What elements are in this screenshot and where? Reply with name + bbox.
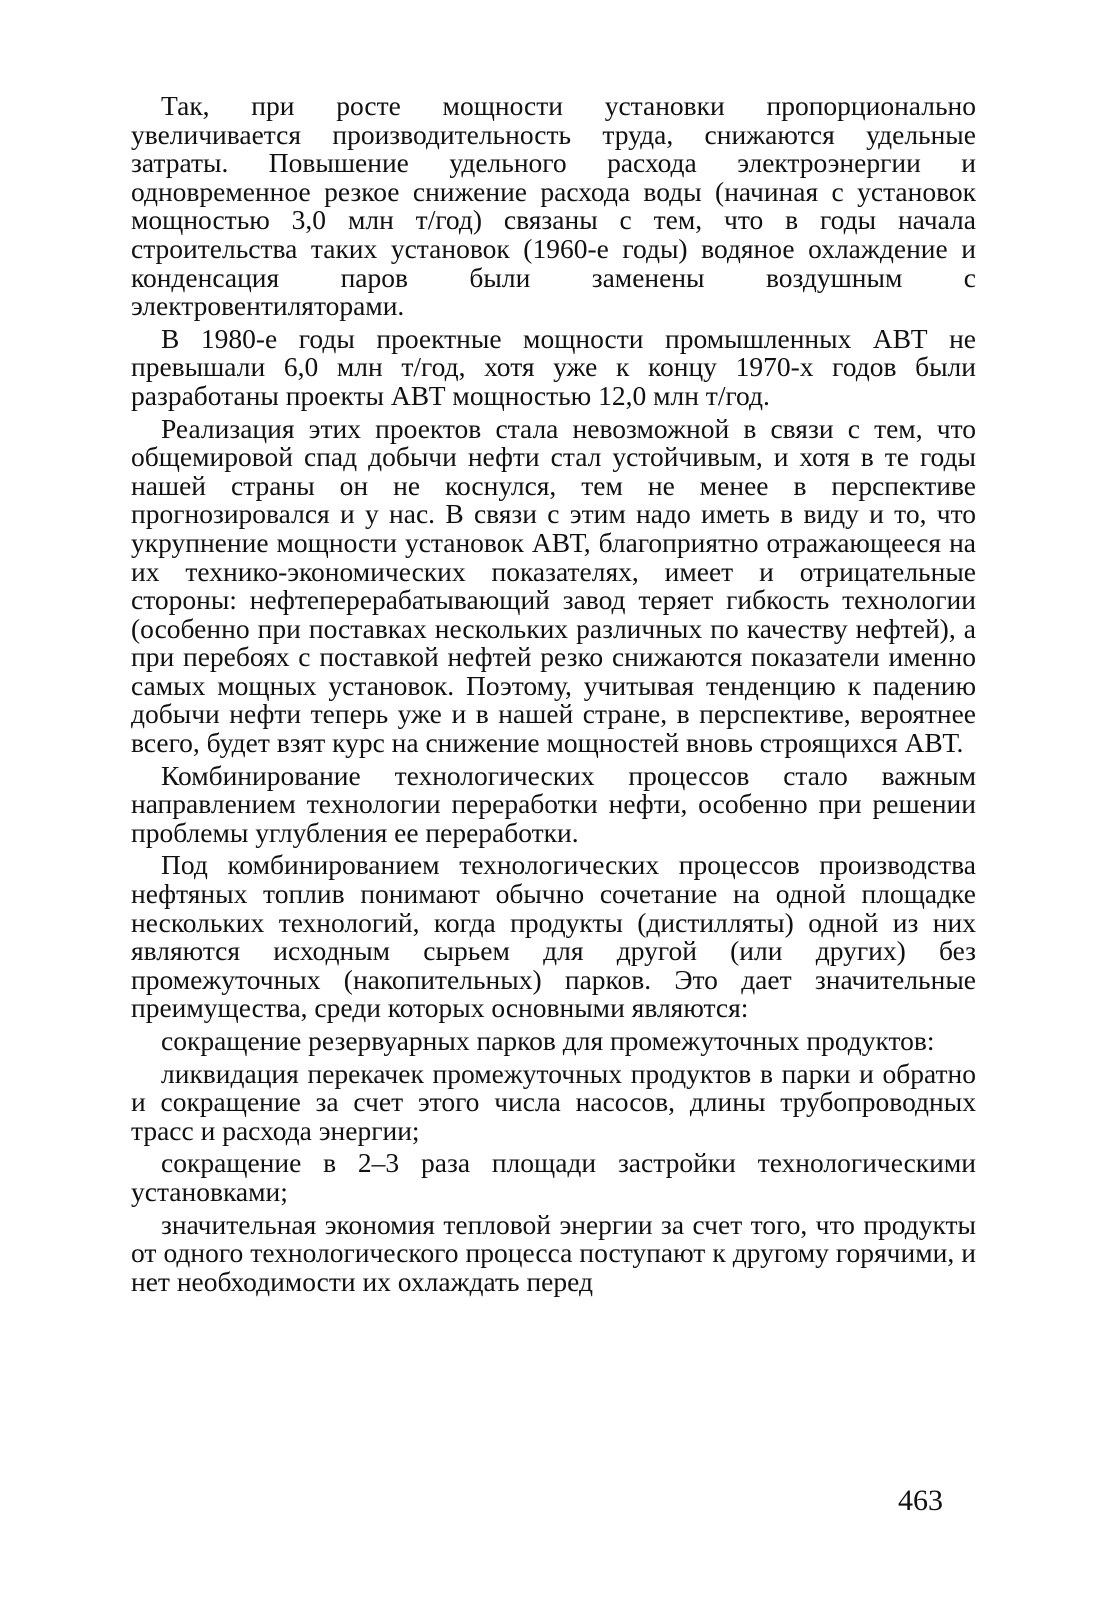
- list-item-2: ликвидация перекачек промежуточных продуктов в парки и обратно и сокращение за счет этого числа насосов, длины трубопроводных трасс и расхода энергии;: [131, 1057, 976, 1146]
- paragraph-2: В 1980-е годы проектные мощности промышленных АВТ не превышали 6,0 млн т/год, хотя уже к концу 1970-х годов были разработаны проекты АВТ мощностью 12,0 млн т/год.: [131, 322, 976, 411]
- list-item-1: сокращение резервуарных парков для промежуточных продуктов:: [161, 1025, 935, 1056]
- list-item-3: сокращение в 2–3 раза площади застройки технологическими установками;: [131, 1147, 976, 1207]
- paragraph-4: Комбинирование технологических процессов стало важным направлением технологии переработки нефти, особенно при решении проблемы углубления ее переработки.: [131, 759, 976, 848]
- paragraph-5: Под комбинированием технологических процессов производства нефтяных топлив понимают обычно сочетание на одной площадке нескольких технологий, когда продукты (дистилляты) одной из них являются исходным сырьем для другой (или других) без промежуточных (накопительных) парков. Это дает значительные преимущества, среди которых основными являются:: [131, 849, 976, 1024]
- list-item-4: значительная экономия тепловой энергии за счет того, что продукты от одного технологического процесса поступают к другому горячими, и нет необходимости их охлаждать перед: [131, 1208, 976, 1297]
- paragraph-3: Реализация этих проектов стала невозможной в связи с тем, что общемировой спад добычи нефти стал устойчивым, и хотя в те годы нашей страны он не коснулся, тем не менее в перспективе прогнозировался и у нас. В связи с этим надо иметь в виду и то, что укрупнение мощности установок АВТ, благоприятно отражающееся на их технико-экономических показателях, имеет и отрицательные стороны: нефтеперерабатывающий завод теряет гибкость технологии (особенно при поставках нескольких различных по качеству нефтей), а при перебоях с поставкой нефтей резко снижаются показатели именно самых мощных установок. Поэтому, учитывая тенденцию к падению добычи нефти теперь уже и в нашей стране, в перспективе, вероятнее всего, будет взят курс на снижение мощностей вновь строящихся АВТ.: [131, 412, 976, 759]
- page-number: 463: [898, 1484, 943, 1517]
- body-text: [131, 92, 976, 1296]
- paragraph-1: Так, при росте мощности установки пропорционально увеличивается производительность труда, снижаются удельные затраты. Повышение удельного расхода электроэнергии и одновременное резкое снижение расхода воды (начиная с установок мощностью 3,0 млн т/год) связаны с тем, что в годы начала строительства таких установок (1960-е годы) водяное охлаждение и конденсация паров были заменены воздушным с электровентиляторами.: [131, 90, 976, 322]
